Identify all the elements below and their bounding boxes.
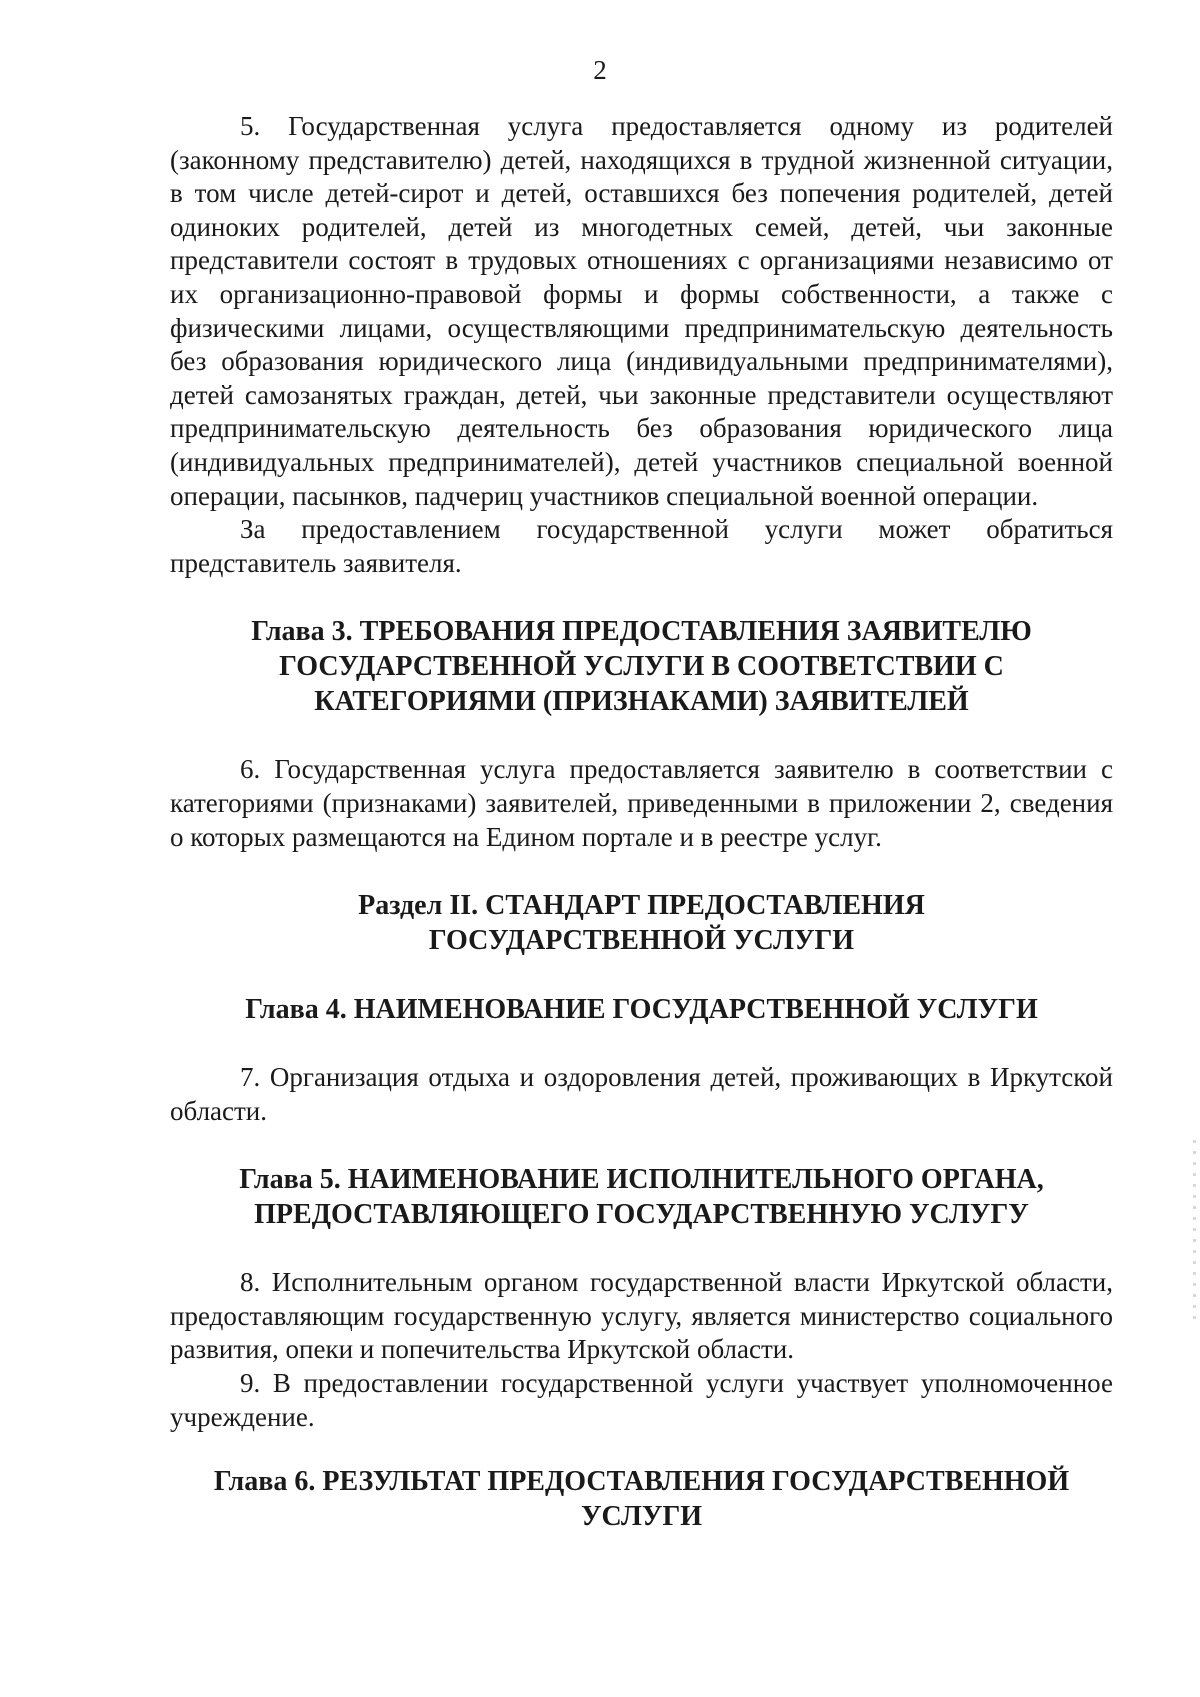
paragraph-9: 9. В предоставлении государственной услуги участвует уполномоченное учреждение.	[170, 1368, 1113, 1432]
heading-chapter-5: Глава 5. НАИМЕНОВАНИЕ ИСПОЛНИТЕЛЬНОГО ОРГАНА, ПРЕДОСТАВЛЯЮЩЕГО ГОСУДАРСТВЕННУЮ УСЛУГУ	[239, 1164, 1044, 1231]
paragraph-5: 5. Государственная услуга предоставляется одному из родителей (законному представителю) детей, находящихся в трудной жизненной ситуации, в том числе детей-сирот и детей, оставшихся без попечения родителей, детей одиноких родителей, детей из многодетных семей, детей, чьи законные представители состоят в трудовых отношениях с организациями независимо от их организационно-правовой формы и формы собственности, а также с физическими лицами, осуществляющими предпринимательскую деятельность без образования юридического лица (индивидуальными предпринимателями), детей самозанятых граждан, детей, чьи законные представители осуществляют предпринимательскую деятельность без образования юридического лица (индивидуальных предпринимателей), детей участников специальной военной операции, пасынков, падчериц участников специальной военной операции.	[170, 111, 1113, 511]
heading-section-2: Раздел II. СТАНДАРТ ПРЕДОСТАВЛЕНИЯ ГОСУДАРСТВЕННОЙ УСЛУГИ	[358, 890, 925, 957]
document-body	[170, 110, 1113, 1534]
heading-chapter-6: Глава 6. РЕЗУЛЬТАТ ПРЕДОСТАВЛЕНИЯ ГОСУДАРСТВЕННОЙ УСЛУГИ	[213, 1466, 1070, 1533]
scan-artifact	[1193, 1140, 1196, 1320]
paragraph-7: 7. Организация отдыха и оздоровления детей, проживающих в Иркутской области.	[170, 1062, 1113, 1126]
paragraph-5-representative: За предоставлением государственной услуги может обратиться представитель заявителя.	[170, 514, 1113, 578]
heading-chapter-3: Глава 3. ТРЕБОВАНИЯ ПРЕДОСТАВЛЕНИЯ ЗАЯВИТЕЛЮ ГОСУДАРСТВЕННОЙ УСЛУГИ В СООТВЕТСТВИИ С КАТЕГОРИЯМИ (ПРИЗНАКАМИ) ЗАЯВИТЕЛЕЙ	[251, 616, 1032, 718]
heading-chapter-4: Глава 4. НАИМЕНОВАНИЕ ГОСУДАРСТВЕННОЙ УСЛУГИ	[245, 994, 1038, 1026]
page-number: 2	[593, 55, 607, 85]
paragraph-8: 8. Исполнительным органом государственной власти Иркутской области, предоставляющим государственную услугу, является министерство социального развития, опеки и попечительства Иркутской области.	[170, 1267, 1113, 1365]
paragraph-6: 6. Государственная услуга предоставляется заявителю в соответствии с категориями (признаками) заявителей, приведенными в приложении 2, сведения о которых размещаются на Едином портале и в реестре услуг.	[170, 754, 1113, 852]
